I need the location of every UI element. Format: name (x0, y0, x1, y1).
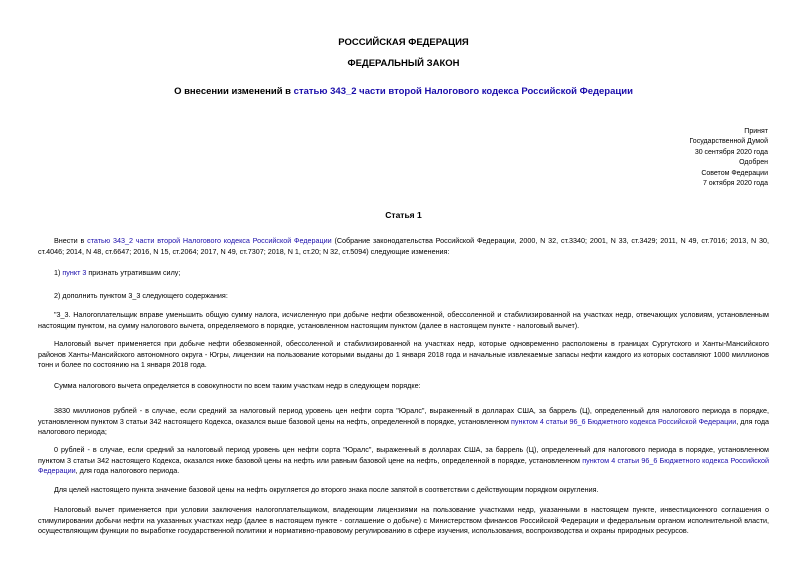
paragraph-agreement: Налоговый вычет применяется при условии заключения налогоплательщиком, владеющим лицензиями на пользование участками недр, указанными в настоящем пункте, инвестиционного соглашения о стимулировании добычи нефти на указанных участках недр (далее в настоящем пункте - соглашение о добыче) с Министерством финансов Российской Федерации и федеральным органом исполнительной власти, осуществляющим функции по выработке государственной политики и нормативно-правовому регулированию в сфере изучения, использования, воспроизводства и охраны природных ресурсов. (38, 505, 769, 536)
paragraph-amount-3830 (38, 406, 769, 438)
p7-text-after: , для года налогового периода; (38, 416, 770, 437)
p1-article-link[interactable]: статью 343_2 части второй Налогового кодекса Российской Федерации (87, 236, 332, 245)
paragraph-deduction-order: Сумма налогового вычета определяется в совокупности по всем таким участкам недр в следующем порядке: (54, 381, 421, 390)
title-article-link[interactable]: статью 343_2 части второй Налогового кодекса Российской Федерации (293, 86, 633, 97)
paragraph-amount-0 (38, 445, 769, 477)
law-title-prefix: О внесении изменений в (174, 86, 294, 97)
country-heading: РОССИЙСКАЯ ФЕДЕРАЦИЯ (338, 37, 469, 48)
approved-date: 7 октября 2020 года (702, 180, 768, 188)
approved-label: Одобрен (739, 159, 768, 167)
p7-budget-code-link[interactable]: пунктом 4 статьи 96_6 Бюджетного кодекса Российской Федерации (511, 416, 737, 426)
p2-point-link[interactable]: пункт 3 (62, 268, 87, 277)
p8-budget-code-link[interactable]: пунктом 4 статьи 96_6 Бюджетного кодекса Российской Федерации (38, 455, 769, 476)
p8-text-after: , для года налогового периода. (75, 466, 180, 476)
approved-by: Советом Федерации (701, 169, 768, 177)
law-type-heading: ФЕДЕРАЛЬНЫЙ ЗАКОН (347, 58, 460, 69)
p1-text-after: (Собрание законодательства Российской Федерации, 2000, N 32, ст.3340; 2001, N 33, ст.3429; 2011, N 49, ст.7016; 2013, N 30, ст.4046; 2014, N 48, ст.6647; 2016, N 15, ст.2064; 2017, N 49, ст.7307; 2018, N 1, ст.20; N 32, ст.5094) следующие изменения: (38, 236, 769, 256)
p1-text-before: Внести в (54, 236, 88, 245)
adopted-label: Принят (744, 128, 768, 135)
paragraph-intro (38, 236, 769, 257)
paragraph-deduction-scope: Налоговый вычет применяется при добыче нефти обезвоженной, обессоленной и стабилизированной на участках недр, которые одновременно расположены в границах Сургутского и Ханты-Мансийского районов Ханты-Мансийского автономного округа - Югры, лицензии на пользование которыми выданы до 1 января 2018 года и начальные извлекаемые запасы нефти каждого из которых составляют 1000 миллионов тонн и более по состоянию на 1 января 2018 года. (38, 339, 769, 370)
p2-text-after: признать утратившим силу; (86, 268, 181, 277)
paragraph-item-1 (38, 268, 769, 279)
paragraph-rounding: Для целей настоящего пункта значение базовой цены на нефть округляется до второго знака после запятой в соответствии с действующим порядком округления. (54, 485, 599, 494)
p7-text-before: 3830 миллионов рублей - в случае, если средний за налоговый период уровень цен нефти сорта "Юралс", выраженный в долларах США, за баррель (Ц), определенный для налогового периода в порядке, установленном пунктом 3 статьи 342 настоящего Кодекса, оказался выше базовой цены на нефть, определенной в порядке, установленном (38, 406, 769, 426)
p2-text-before: 1) (54, 268, 63, 277)
p8-text-before: 0 рублей - в случае, если средний за налоговый период уровень цен нефти сорта "Юралс", выраженный в долларах США, за баррель (Ц), определенный для налогового периода в порядке, установленном пунктом 3 статьи 342 настоящего Кодекса, оказался ниже базовой цены на нефть или равным базовой цене на нефть, определенной в порядке, установленном (38, 445, 769, 465)
article-heading: Статья 1 (385, 210, 422, 220)
adoption-block (689, 127, 768, 189)
paragraph-item-2: 2) дополнить пунктом 3_3 следующего содержания: (54, 291, 228, 300)
adopted-date: 30 сентября 2020 года (694, 148, 768, 156)
law-title (0, 86, 807, 97)
paragraph-3-3: "3_3. Налогоплательщик вправе уменьшить общую сумму налога, исчисленную при добыче нефти обезвоженной, обессоленной и стабилизированной на участках недр, отвечающих условиям, установленным настоящим пунктом, на сумму налогового вычета, определяемого в порядке, установленном настоящим пунктом (далее в настоящем пункте - налоговый вычет). (38, 310, 769, 330)
adopted-by: Государственной Думой (689, 138, 768, 146)
